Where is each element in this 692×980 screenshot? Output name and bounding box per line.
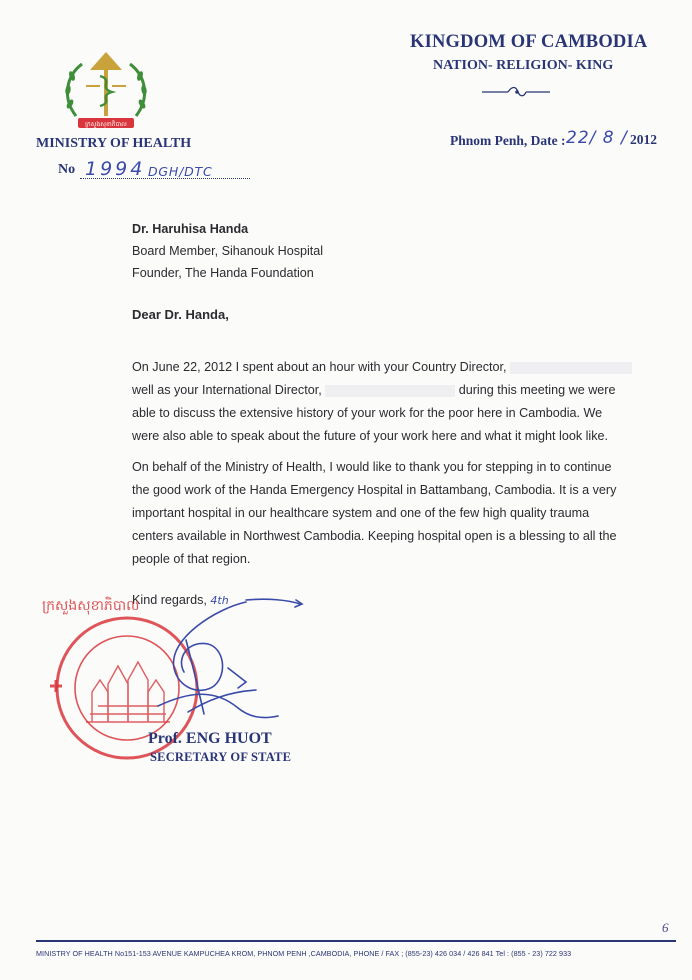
redacted-name [325,385,455,397]
p1-line-2a: well as your International Director, [132,383,322,397]
recipient-line-2: Founder, The Handa Foundation [132,266,314,280]
emblem-banner-text: ក្រសួងសុខាភិបាល [85,121,127,128]
footer-divider [36,940,676,942]
p2-line-5: people of that region. [132,552,251,566]
ministry-emblem-icon [60,46,152,146]
reference-number-handwritten: 1994 [85,158,146,180]
date-handwritten: 22/ 8 / [566,128,628,148]
date-label: Phnom Penh, Date : [450,133,566,148]
ministry-name: MINISTRY OF HEALTH [36,136,192,151]
body-paragraph-1 [132,356,622,448]
page-mark: 6 [662,920,669,935]
redacted-name [510,362,632,374]
signer-name: Prof. ENG HUOT [148,730,272,747]
country-heading: KINGDOM OF CAMBODIA [410,32,648,52]
national-motto: NATION- RELIGION- KING [433,58,614,73]
salutation: Dear Dr. Handa, [132,307,229,322]
p2-line-4: centers available in Northwest Cambodia. Keeping hospital open is a blessing to all the [132,529,617,543]
closing-text: Kind regards, [132,593,207,607]
ornament-divider [480,84,552,100]
p2-line-1: On behalf of the Ministry of Health, I would like to thank you for stepping in to continue [132,460,612,474]
p1-line-3: able to discuss the extensive history of your work for the poor here in Cambodia. We [132,406,603,420]
body-paragraph-2 [132,456,622,571]
recipient-block [132,218,323,284]
signer-title: SECRETARY OF STATE [150,750,292,764]
reference-number-label: No [58,162,76,177]
seal-text: ក្រសួងសុខាភិបាល [42,598,140,614]
reference-code-handwritten: DGH/DTC [148,164,213,179]
recipient-name: Dr. Haruhisa Handa [132,222,249,236]
closing-handwritten-note: 4th [210,594,229,607]
footer-address: MINISTRY OF HEALTH No151-153 AVENUE KAMPUCHEA KROM, PHNOM PENH ,CAMBODIA, PHONE / FAX ; (855-23) 426 034 / 426 841 Tel : (855 - 23) 722 933 [36,949,572,958]
p1-line-4: were also able to speak about the future of your work here and what it might look like. [132,429,609,443]
p2-line-3: important hospital in our healthcare system and one of the few high quality trauma [132,506,590,520]
p1-line-2b: during this meeting we were [458,383,616,397]
signature-icon [128,588,303,733]
recipient-line-1: Board Member, Sihanouk Hospital [132,244,324,258]
p1-line-1: On June 22, 2012 I spent about an hour with your Country Director, [132,360,507,374]
date-year: 2012 [630,132,657,147]
p2-line-2: the good work of the Handa Emergency Hospital in Battambang, Cambodia. It is a very [132,483,617,497]
